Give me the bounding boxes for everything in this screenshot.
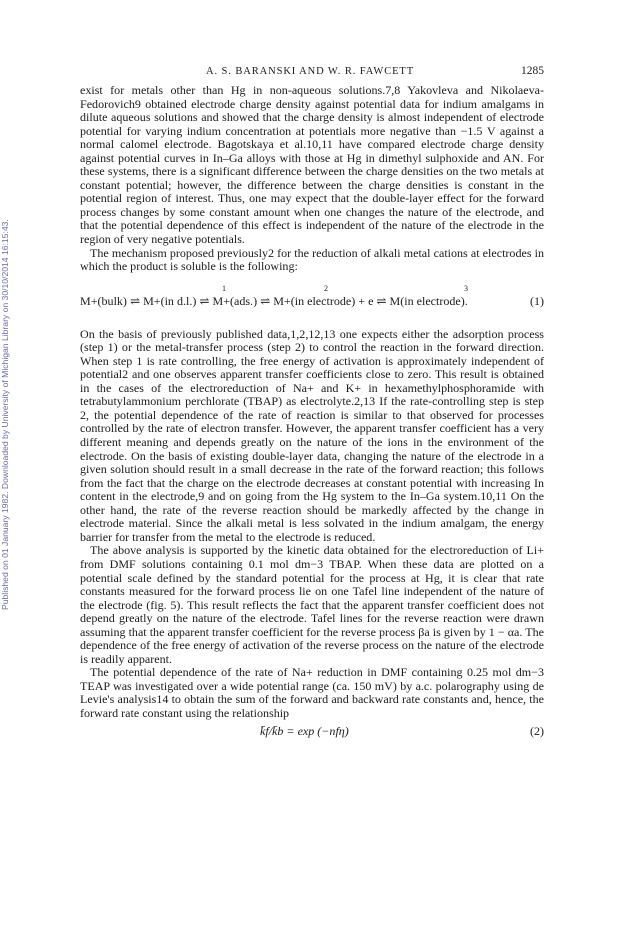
download-watermark-text: Published on 01 January 1982. Downloaded by University of Michigan Library on 30/10/2014 16:15:43. bbox=[0, 219, 10, 610]
equation-1-text: M+(bulk) ⇌ M+(in d.l.) ⇌ M+(ads.) ⇌ M+(in electrode) + e ⇌ M(in electrode). bbox=[80, 293, 468, 308]
download-watermark bbox=[0, 219, 12, 610]
step-label-3: 3 bbox=[464, 283, 468, 293]
equation-2-text: k̄f/k̄b = exp (−nfη) bbox=[260, 723, 349, 738]
paragraph-2: The mechanism proposed previously2 for the reduction of alkali metal cations at electrodes in which the product is soluble is the following: bbox=[80, 245, 544, 274]
equation-1-number: (1) bbox=[529, 293, 544, 308]
equation-1 bbox=[80, 280, 544, 320]
running-head: A. S. BARANSKI AND W. R. FAWCETT bbox=[206, 66, 415, 77]
step-label-2: 2 bbox=[324, 283, 328, 293]
page-header bbox=[80, 66, 544, 80]
paragraph-1: exist for metals other than Hg in non-aqueous solutions.7,8 Yakovleva and Nikolaeva-Fedorovich9 obtained electrode charge density against potential data for indium amalgams in dilute aqueous solutions and showed that the charge density is almost independent of electrode potential for varying indium concentration at potentials more negative than −1.5 V against a normal calomel electrode. Bagotskaya et al.10,11 have compared electrode charge density against potential curves in In–Ga alloys with those at Hg in dimethyl sulphoxide and AN. For these systems, there is a significant difference between the charge densities on the two metals at constant potential; however, the difference between the charge densities is constant in the potential region of interest. Thus, one may expect that the double-layer effect for the forward process changes by some constant amount when one changes the nature of the electrode, and that the potential dependence of this effect is independent of the nature of the electrode in the region of very negative potentials. bbox=[80, 83, 544, 247]
paragraph-3: On the basis of previously published data,1,2,12,13 one expects either the adsorption process (step 1) or the metal-transfer process (step 2) to control the reaction in the forward direction. When step 1 is rate controlling, the free energy of activation is approximately independent of potential2 and one observes apparent transfer coefficients close to zero. This result is obtained in the cases of the electroreduction of Na+ and K+ in hexamethylphosphoramide with tetrabutylammonium perchlorate (TBAP) as electrolyte.2,13 If the rate-controlling step is step 2, the potential dependence of the rate of reaction is similar to that observed for processes controlled by the rate of electron transfer. However, the apparent transfer coefficient has a very different meaning and depends greatly on the nature of the ions in the environment of the electrode. On the basis of existing double-layer data, changing the nature of the electrode in a given solution should result in a small decrease in the rate of the forward reaction; this follows from the fact that the charge on the electrode decreases at constant potential with increasing In content in the electrode,9 and on going from the Hg system to the In–Ga system.10,11 On the other hand, the rate of the reverse reaction should be markedly affected by the change in electrode material. Since the alkali metal is less solvated in the indium amalgam, the energy barrier for transfer from the metal to the electrode is reduced. bbox=[80, 326, 544, 544]
equation-2 bbox=[80, 725, 544, 743]
paragraph-4: The above analysis is supported by the kinetic data obtained for the electroreduction of Li+ from DMF solutions containing 0.1 mol dm−3 TBAP. When these data are plotted on a potential scale defined by the standard potential for the process at Hg, it is clear that rate constants measured for the forward process lie on one Tafel line independent of the nature of the electrode (fig. 5). This result reflects the fact that the apparent transfer coefficient does not depend greatly on the nature of the electrode. Tafel lines for the reverse reaction were drawn assuming that the apparent transfer coefficient for the reverse process βa is given by 1 − αa. The dependence of the free energy of activation of the reverse process on the nature of the electrode is readily apparent. bbox=[80, 543, 544, 666]
page-number: 1285 bbox=[521, 65, 544, 77]
article-body bbox=[80, 84, 544, 743]
paragraph-5: The potential dependence of the rate of Na+ reduction in DMF containing 0.25 mol dm−3 TEAP was investigated over a wide potential range (ca. 150 mV) by a.c. polarography using de Levie's analysis14 to obtain the sum of the forward and backward rate constants and, hence, the forward rate constant using the relationship bbox=[80, 665, 544, 720]
equation-2-number: (2) bbox=[529, 723, 544, 738]
step-label-1: 1 bbox=[222, 283, 226, 293]
